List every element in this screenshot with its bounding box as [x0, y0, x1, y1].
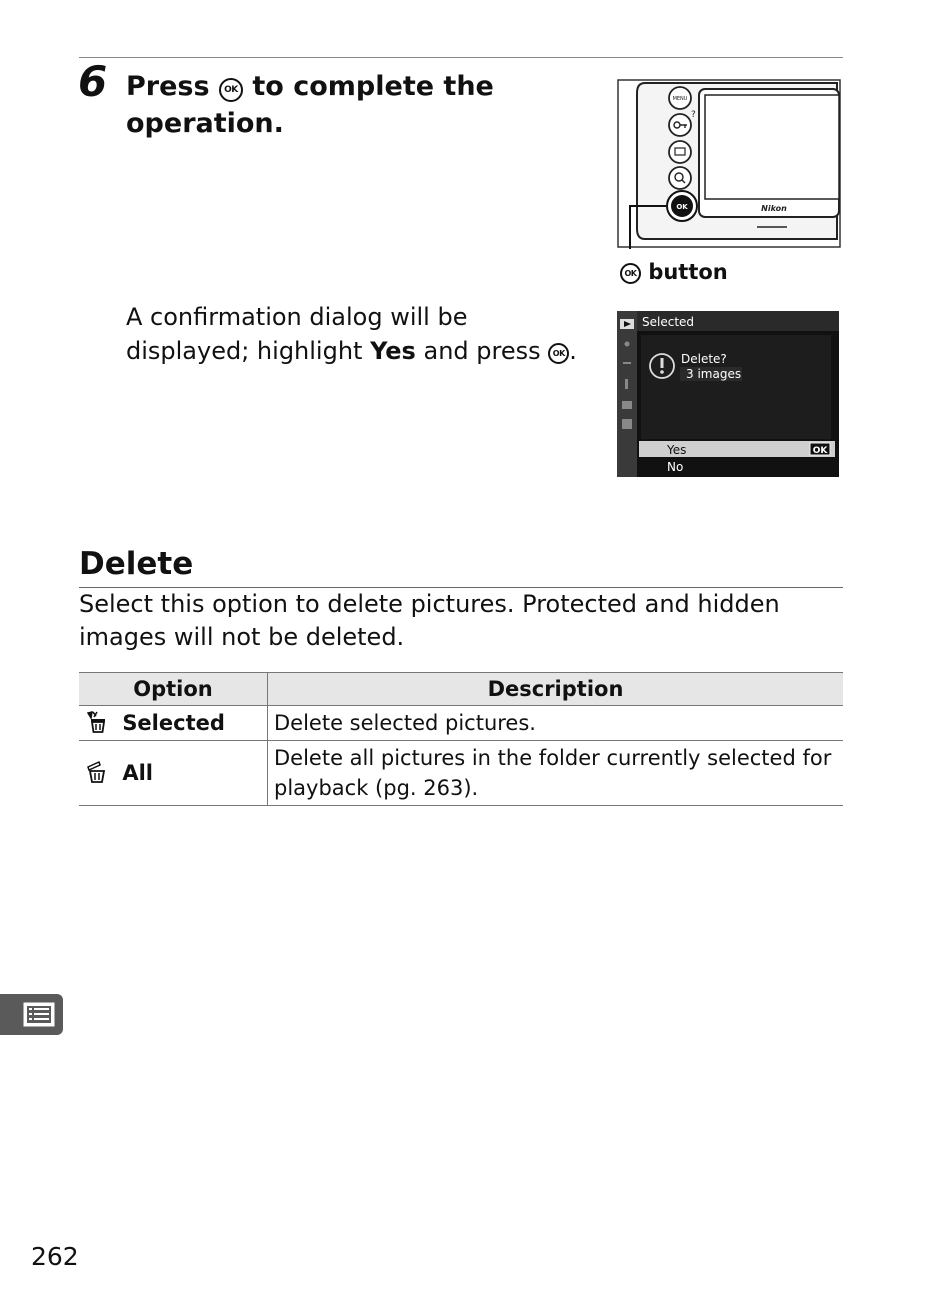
- ok-button-icon: OK: [620, 263, 641, 284]
- options-table: [79, 672, 843, 806]
- help-mark: ?: [691, 110, 696, 120]
- trash-all-icon: [85, 760, 109, 784]
- camera-back-illustration: [617, 79, 841, 249]
- confirm-instructions: A confirmation dialog will be displayed; highlight Yes and press OK .: [126, 303, 577, 365]
- description-cell: Delete all pictures in the folder currently selected for playback (pg. 263).: [268, 741, 844, 806]
- ok-button-icon: OK: [548, 343, 569, 364]
- ok-caption-text: button: [648, 260, 728, 284]
- confirm-text-1: A confirmation dialog will be displayed; highlight: [126, 303, 468, 365]
- lcd-prompt: Delete?: [681, 352, 727, 366]
- lcd-option-no: No: [667, 460, 684, 474]
- section-intro: Select this option to delete pictures. Protected and hidden images will not be deleted.: [79, 590, 780, 651]
- step-number: 6: [78, 57, 108, 106]
- page-number: 262: [31, 1242, 79, 1271]
- header-description: Description: [268, 673, 844, 706]
- lcd-confirmation-screen: [617, 311, 839, 477]
- header-option: Option: [79, 673, 268, 706]
- table-header-row: [79, 673, 843, 706]
- lcd-ok-badge: OK: [812, 446, 828, 456]
- table-row: [79, 741, 843, 806]
- top-rule: [79, 57, 843, 58]
- menu-list-icon: [0, 994, 63, 1035]
- menu-button-label: MENU: [672, 96, 688, 102]
- option-label: All: [122, 761, 153, 785]
- table-row: [79, 706, 843, 741]
- option-label: Selected: [122, 711, 225, 735]
- camera-brand: Nikon: [761, 204, 787, 213]
- step-title: [126, 68, 546, 142]
- ok-button-icon: OK: [219, 78, 243, 102]
- lcd-count: 3 images: [686, 367, 742, 381]
- step-title-press: Press: [126, 71, 210, 102]
- playback-menu-tab: [0, 994, 63, 1035]
- description-cell: Delete selected pictures.: [268, 706, 844, 741]
- ok-button-label: OK: [676, 203, 688, 211]
- ok-button-caption: [620, 258, 728, 286]
- lcd-option-yes: Yes: [667, 443, 687, 457]
- step-title-rest: to complete the operation.: [126, 71, 494, 139]
- trash-selected-icon: [85, 710, 109, 734]
- confirm-text-2: and press: [423, 337, 541, 365]
- option-cell: [79, 706, 268, 741]
- confirm-yes: Yes: [370, 337, 416, 365]
- lcd-header: Selected: [642, 315, 695, 329]
- option-cell: [79, 741, 268, 806]
- section-title: Delete: [79, 546, 194, 582]
